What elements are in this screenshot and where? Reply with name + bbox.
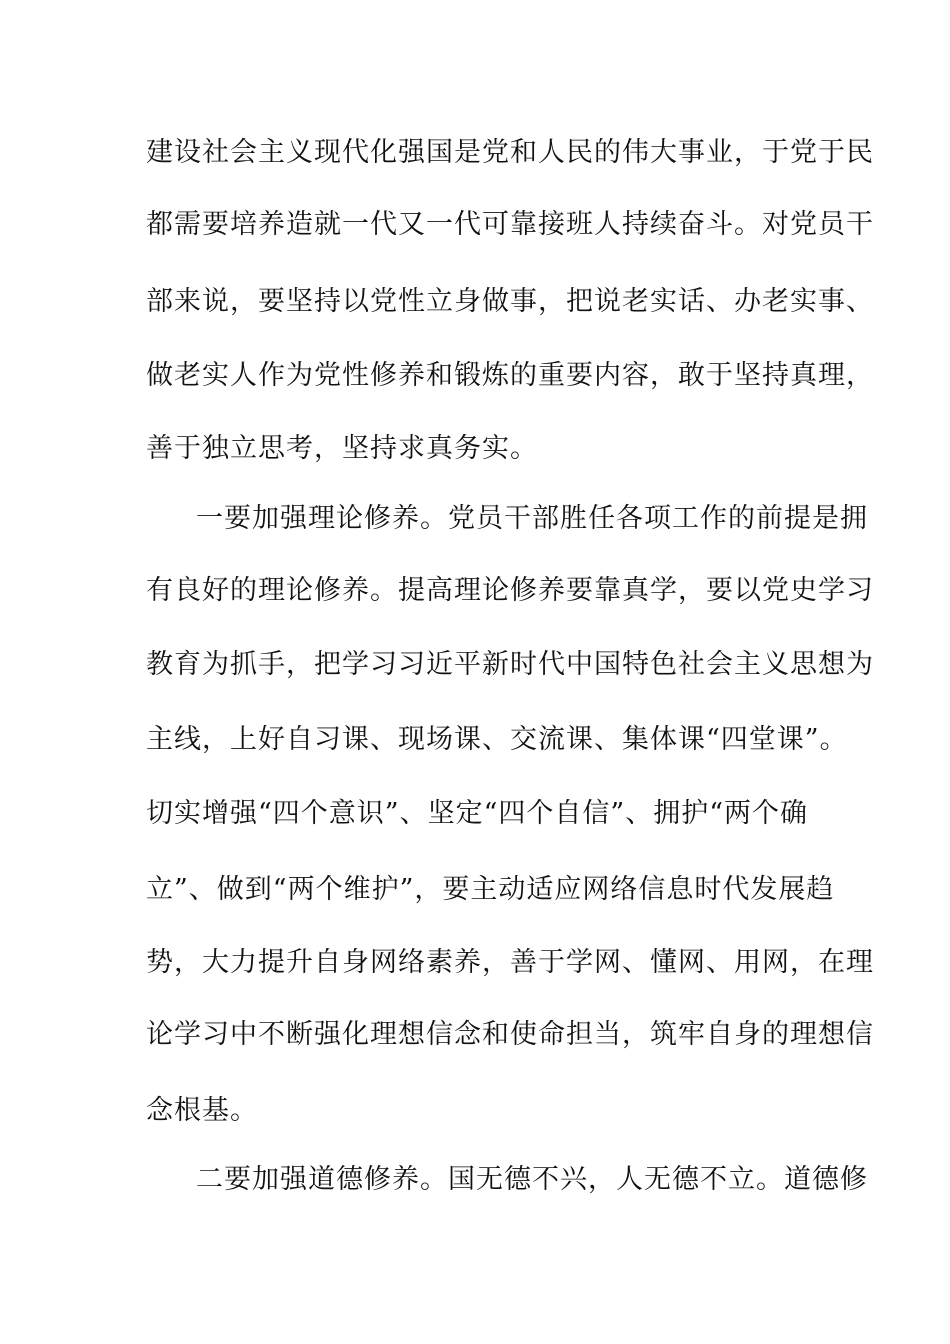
paragraph-heading-line: 二要加强道德修养。国无德不兴，人无德不立。道德修 [196,1164,868,1195]
text-line: 论学习中不断强化理想信念和使命担当，筑牢自身的理想信 [146,1019,874,1050]
paragraph-heading-line: 一要加强理论修养。党员干部胜任各项工作的前提是拥 [196,503,868,534]
text-line: 主线，上好自习课、现场课、交流课、集体课“四堂课”。 [146,724,848,755]
text-line: 念根基。 [146,1095,258,1126]
text-line: 教育为抓手，把学习习近平新时代中国特色社会主义思想为 [146,649,874,680]
text-line: 立”、做到“两个维护”，要主动适应网络信息时代发展趋 [146,874,835,905]
text-line: 切实增强“四个意识”、坚定“四个自信”、拥护“两个确 [146,798,809,829]
text-line: 部来说，要坚持以党性立身做事，把说老实话、办老实事、 [146,286,874,317]
text-line: 建设社会主义现代化强国是党和人民的伟大事业，于党于民 [146,137,874,168]
text-line: 有良好的理论修养。提高理论修养要靠真学，要以党史学习 [146,575,874,606]
text-line: 善于独立思考，坚持求真务实。 [146,433,538,464]
text-line: 势，大力提升自身网络素养，善于学网、懂网、用网，在理 [146,947,874,978]
text-line: 做老实人作为党性修养和锻炼的重要内容，敢于坚持真理， [146,360,874,391]
text-line: 都需要培养造就一代又一代可靠接班人持续奋斗。对党员干 [146,209,874,240]
